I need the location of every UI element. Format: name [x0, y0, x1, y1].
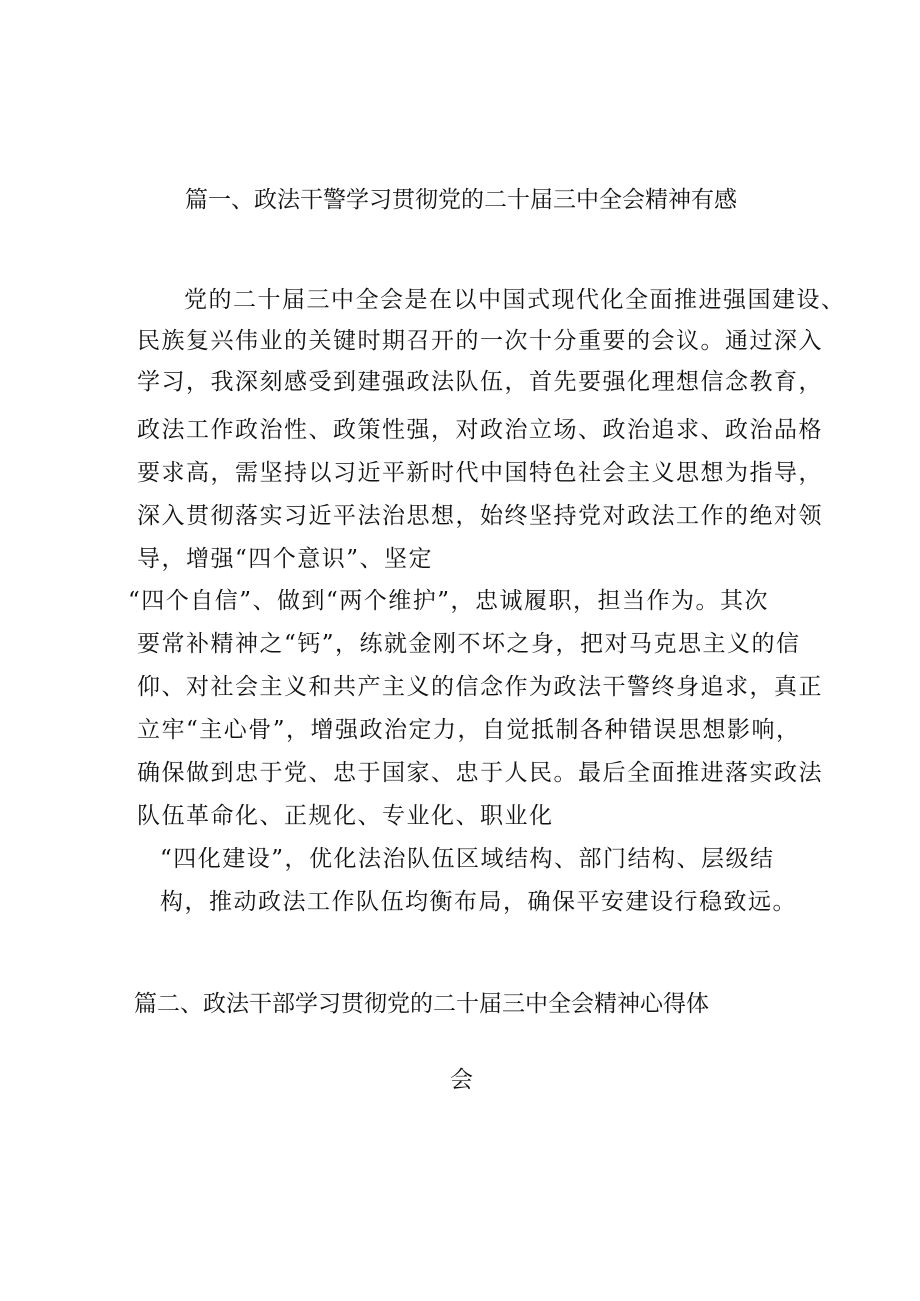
paragraph-line: 要求高，需坚持以习近平新时代中国特色社会主义思想为指导， [137, 460, 823, 486]
paragraph-line: 民族复兴伟业的关键时期召开的一次十分重要的会议。通过深入 [137, 328, 823, 354]
paragraph-line: 导，增强“四个意识”、坚定 [137, 546, 434, 572]
paragraph-line: 队伍革命化、正规化、专业化、职业化 [137, 803, 554, 829]
paragraph-line: 立牢“主心骨”，增强政治定力，自觉抵制各种错误思想影响， [137, 717, 801, 743]
section-2-title-continuation: 会 [450, 1067, 473, 1093]
section-2-title: 篇二、政法干部学习贯彻党的二十届三中全会精神心得体 [134, 991, 709, 1017]
paragraph-line: “四个自信”、做到“两个维护”，忠诚履职，担当作为。其次 [128, 588, 770, 614]
paragraph-line: 深入贯彻落实习近平法治思想，始终坚持党对政法工作的绝对领 [137, 503, 823, 529]
paragraph-line: 政法工作政治性、政策性强，对政治立场、政治追求、政治品格 [137, 417, 823, 443]
section-1-title: 篇一、政法干警学习贯彻党的二十届三中全会精神有感 [185, 187, 737, 213]
paragraph-line: 仰、对社会主义和共产主义的信念作为政法干警终身追求，真正 [137, 674, 823, 700]
paragraph-line: 确保做到忠于党、忠于国家、忠于人民。最后全面推进落实政法 [137, 760, 823, 786]
paragraph-line: 要常补精神之“钙”，练就金刚不坏之身，把对马克思主义的信 [137, 631, 801, 657]
paragraph-line: 学习，我深刻感受到建强政法队伍，首先要强化理想信念教育， [137, 369, 823, 395]
paragraph-line: “四化建设”，优化法治队伍区域结构、部门结构、层级结 [160, 846, 775, 872]
paragraph-line: 党的二十届三中全会是在以中国式现代化全面推进强国建设、 [184, 287, 846, 313]
paragraph-line: 构，推动政法工作队伍均衡布局，确保平安建设行稳致远。 [160, 889, 797, 915]
